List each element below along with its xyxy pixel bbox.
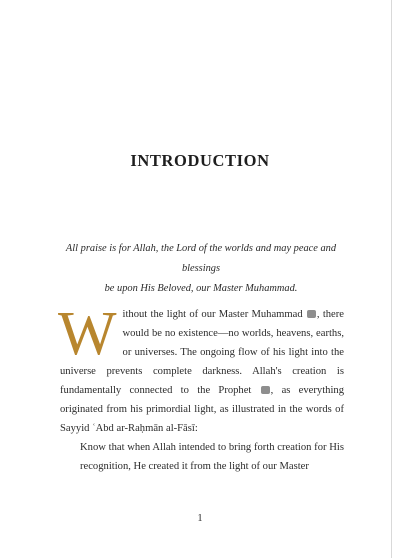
- paragraph-text-b: , there would be no existence—no worlds, heavens, earths, or universes. The ongoing flow of his light into the universe prevents complete darkness. Allah's creation is fundamentally connected to the Prophet: [60, 309, 344, 396]
- page-number: 1: [197, 513, 203, 524]
- epigraph-line-2: be upon His Beloved, our Master Muhammad.: [104, 283, 298, 294]
- salutation-glyph-icon: [307, 310, 316, 318]
- intro-paragraph: [58, 300, 344, 438]
- epigraph-line-1: All praise is for Allah, the Lord of the worlds and may peace and blessings: [65, 243, 337, 274]
- block-quote: Know that when Allah intended to bring forth creation for His recognition, He created it from the light of our Master: [80, 442, 344, 472]
- drop-cap: W: [58, 300, 117, 368]
- epigraph: [48, 239, 354, 299]
- page-edge: [391, 0, 392, 558]
- body-text: [58, 300, 344, 476]
- paragraph-text-c: , as everything originated from his primordial light, as illustrated in the words of Sayyid ʿAbd ar-Raḥmān al-Fāsī:: [60, 385, 344, 434]
- paragraph-text-a: ithout the light of our Master Muhammad: [122, 309, 306, 320]
- salutation-glyph-icon: [261, 386, 270, 394]
- chapter-title: INTRODUCTION: [130, 151, 270, 171]
